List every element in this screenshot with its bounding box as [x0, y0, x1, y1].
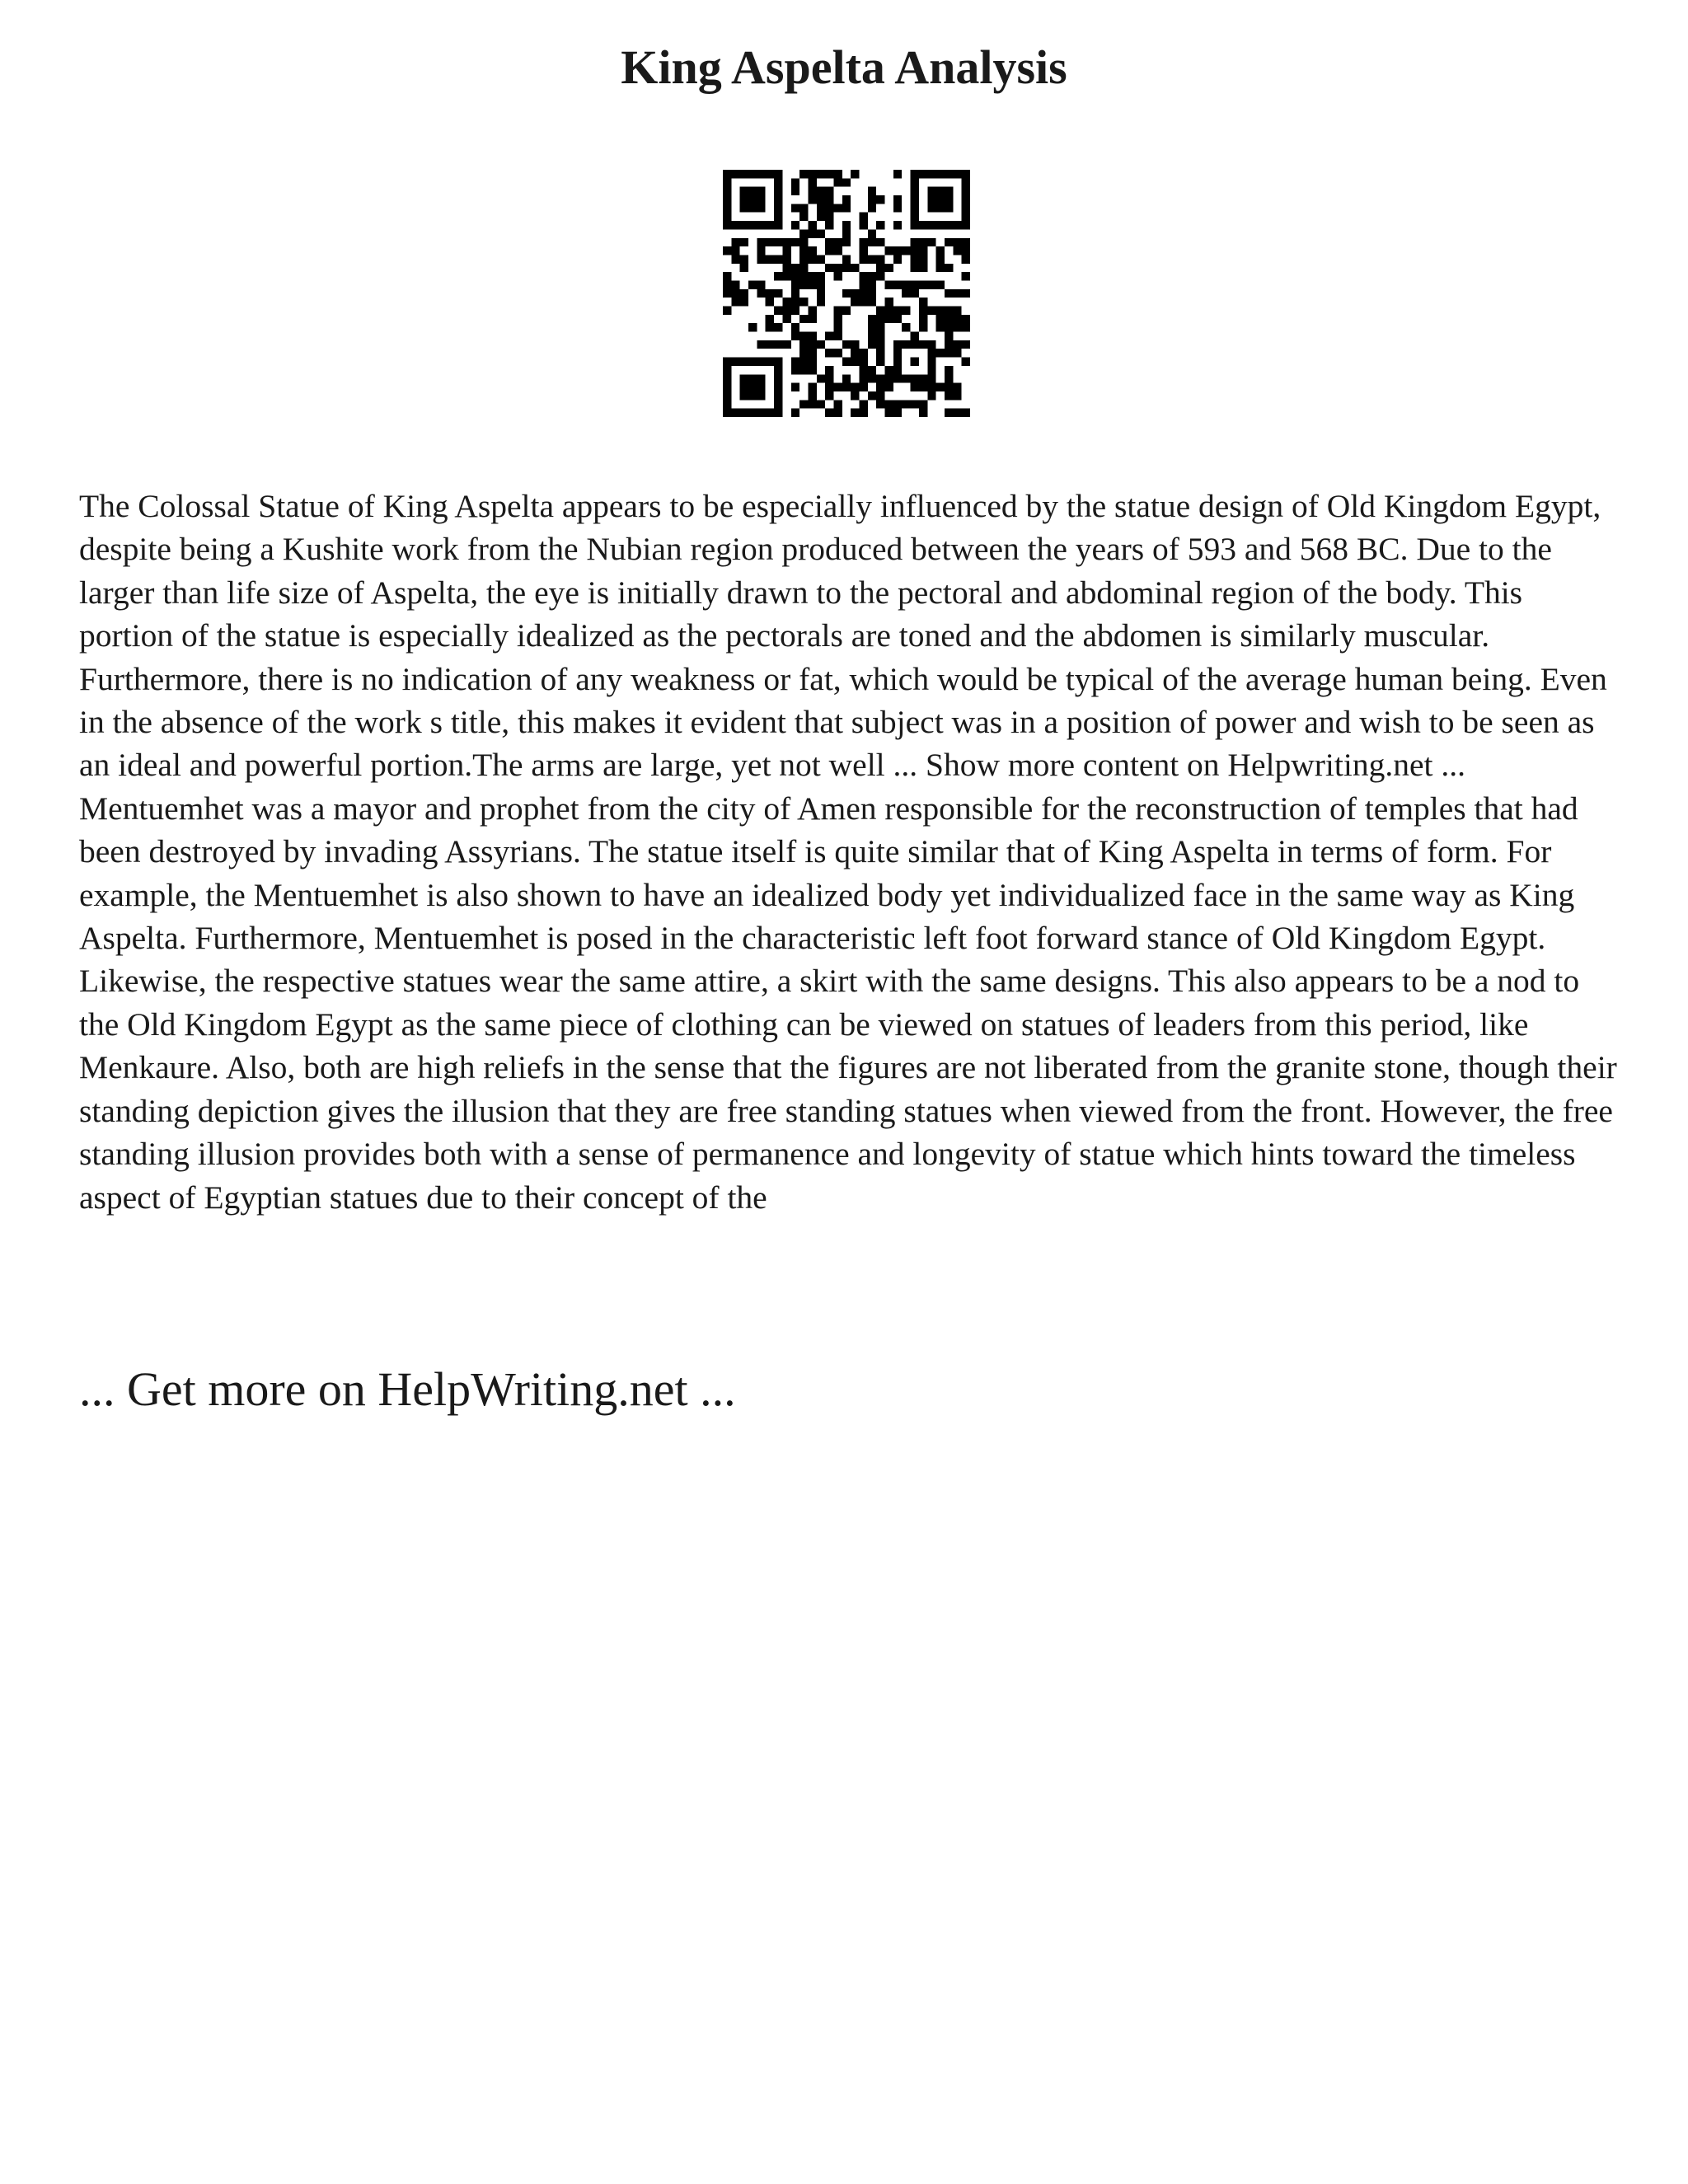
qr-code-icon[interactable] — [723, 170, 970, 417]
document-title: King Aspelta Analysis — [621, 40, 1067, 94]
qr-finder-top-right — [911, 170, 970, 229]
body-paragraph: The Colossal Statue of King Aspelta appears to be especially influenced by the statue design of Old Kingdom Egypt, despite being a Kushite work from the Nubian region produced between the years of 593 and 568 BC. Due to the larger than life size of Aspelta, the eye is initially drawn to the pectoral and abdominal region of the body. This portion of the statue is especially idealized as the pectorals are toned and the abdomen is similarly muscular. Furthermore, there is no indication of any weakness or fat, which would be typical of the average human being. Even in the absence of the work s title, this makes it evident that subject was in a position of power and wish to be seen as an ideal and powerful portion.The arms are large, yet not well ... Show more content on Helpwriting.net ... Mentuemhet was a mayor and prophet from the city of Amen responsible for the reconstruction of temples that had been destroyed by invading Assyrians. The statue itself is quite similar that of King Aspelta in terms of form. For example, the Mentuemhet is also shown to have an idealized body yet individualized face in the same way as King Aspelta. Furthermore, Mentuemhet is posed in the characteristic left foot forward stance of Old Kingdom Egypt. Likewise, the respective statues wear the same attire, a skirt with the same designs. This also appears to be a nod to the Old Kingdom Egypt as the same piece of clothing can be viewed on statues of leaders from this period, like Menkaure. Also, both are high reliefs in the sense that the figures are not liberated from the granite stone, though their standing depiction gives the illusion that they are free standing statues when viewed from the front. However, the free standing illusion provides both with a sense of permanence and longevity of statue which hints toward the timeless aspect of Egyptian statues due to their concept of the — [79, 488, 1617, 1216]
qr-finder-bottom-left — [723, 358, 782, 417]
qr-finder-top-left — [723, 170, 782, 229]
get-more-link[interactable]: ... Get more on HelpWriting.net ... — [79, 1362, 736, 1416]
